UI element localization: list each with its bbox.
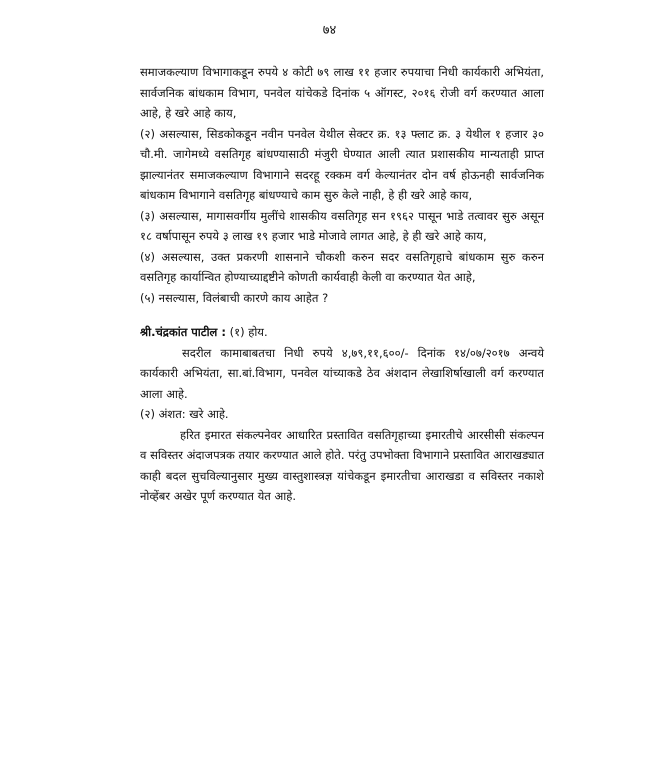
- answer-item-1: (१) होय.: [225, 325, 268, 339]
- answer-item-2: (२) अंशत: खरे आहे.: [140, 407, 229, 421]
- question-item-5: (५) नसल्यास, विलंबाची कारणे काय आहेत ?: [140, 290, 329, 305]
- answer-heading: [140, 322, 544, 343]
- document-body: [140, 62, 544, 507]
- page-number: ७४: [322, 23, 337, 38]
- speaker-name: श्री.चंद्रकांत पाटील :: [140, 325, 226, 339]
- question-paragraph-1: समाजकल्याण विभागाकडून रुपये ४ कोटी ७९ लाख ११ हजार रुपयाचा निधी कार्यकारी अभियंता, सार्वजनिक बांधकाम विभाग, पनवेल यांचेकडे दिनांक ५ ऑगस्ट, २०१६ रोजी वर्ग करण्यात आला आहे, हे खरे आहे काय,: [140, 65, 544, 120]
- question-item-3: (३) असल्यास, मागासवर्गीय मुलींचे शासकीय वसतिगृह सन १९६२ पासून भाडे तत्वावर सुरु असून १८ वर्षापासून रुपये ३ लाख १९ हजार भाडे मोजावे लागत आहे, हे ही खरे आहे काय,: [140, 208, 544, 243]
- question-item-2: (२) असल्यास, सिडकोकडून नवीन पनवेल येथील सेक्टर क्र. १३ फ्लाट क्र. ३ येथील १ हजार ३० चौ.मी. जागेमध्ये वसतिगृह बांधण्यासाठी मंजुरी घेण्यात आली त्यात प्रशासकीय मान्यताही प्राप्त झाल्यानंतर समाजकल्याण विभागाने सदरहू रक्कम वर्ग केल्यानंतर दोन वर्ष होऊनही सार्वजनिक बांधकाम विभागाने वसतिगृह बांधण्याचे काम सुरु केले नाही, हे ही खरे आहे काय,: [140, 126, 544, 202]
- answer-paragraph-2: हरित इमारत संकल्पनेवर आधारित प्रस्तावित वसतिगृहाच्या इमारतीचे आरसीसी संकल्पन व सविस्तर अंदाजपत्रक तयार करण्यात आले होते. परंतु उपभोक्ता विभागाने प्रस्तावित आराखड्यात काही बदल सुचविल्यानुसार मुख्य वास्तुशास्त्रज्ञ यांचेकडून इमारतीचा आराखडा व सविस्तर नकाशे नोव्हेंबर अखेर पूर्ण करण्यात येत आहे.: [140, 427, 544, 503]
- question-item-4: (४) असल्यास, उक्त प्रकरणी शासनाने चौकशी करुन सदर वसतिगृहाचे बांधकाम सुरु करुन वसतिगृह कार्यान्वित होण्याच्याद्दष्टीने कोणती कार्यवाही केली वा करण्यात येत आहे,: [140, 249, 544, 284]
- answer-paragraph-1: सदरील कामाबाबतचा निधी रुपये ४,७९,११,६००/- दिनांक १४/०७/२०१७ अन्वये कार्यकारी अभियंता, सा.बां.विभाग, पनवेल यांच्याकडे ठेव अंशदान लेखाशिर्षाखाली वर्ग करण्यात आला आहे.: [140, 345, 544, 401]
